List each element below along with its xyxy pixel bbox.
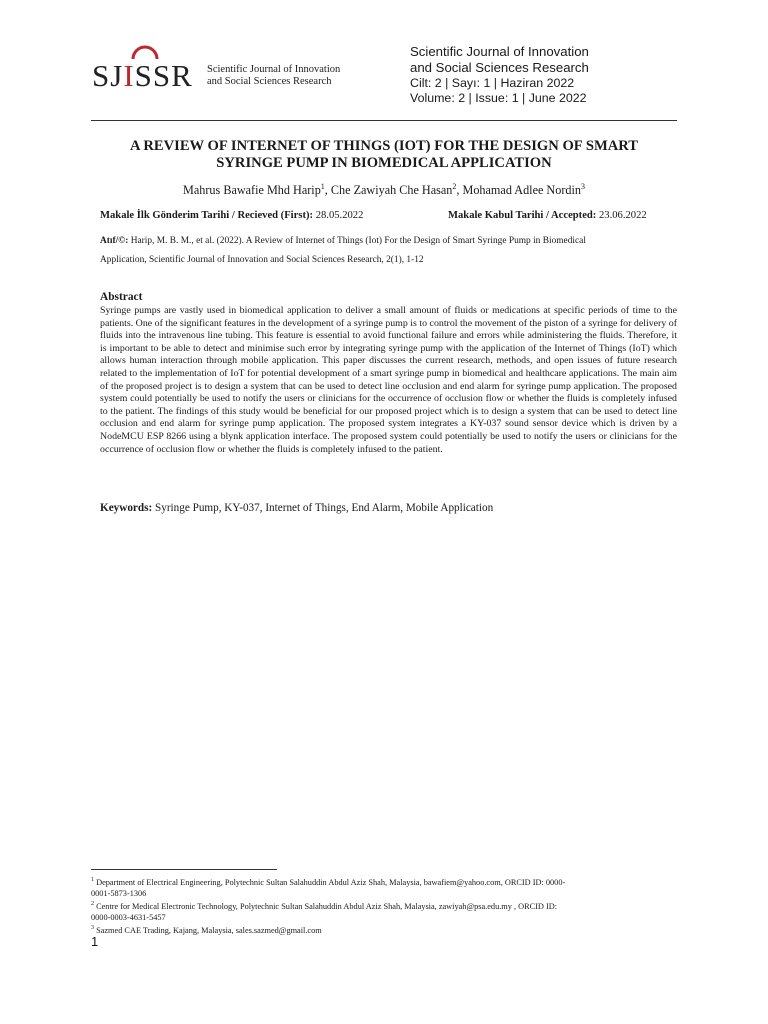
citation: Atıf/©: Harip, M. B. M., et al. (2022). A Review of Internet of Things (Iot) For the Design of Smart Syringe Pump in Biomedical Application, Scientific Journal of Innovation and Social Sciences Research, 2(1), 1-12 [100, 236, 586, 265]
paper-title: A REVIEW OF INTERNET OF THINGS (IOT) FOR THE DESIGN OF SMART SYRINGE PUMP IN BIOMEDICAL APPLICATION [129, 138, 639, 171]
abstract-text: Syringe pumps are vastly used in biomedical application to deliver a small amount of fluids or medications at specific periods of time to the patients. One of the significant features in the development of a syringe pump is to control the movement of the piston of a syringe for delivery of fluids into the intravenous line tubing. This feature is essential to avoid functional failure and errors while administering the fluids. Therefore, it is important to be able to detect and minimise such error by integrating syringe pump with the application of the Internet of Things (IoT) which allows human interaction through mobile application. This paper discusses the current research, methods, and open issues of future research related to the implementation of IoT for potential development of a smart syringe pump in biomedical and healthcare applications. The main aim of the proposed project is to design a system that can be used to detect line occlusion and end alarm for syringe pump application. The proposed system could potentially be used to notify the users or clinicians for the occurrence of occlusion flow or whether the fluids is completely infused to the patient. The findings of this study would be beneficial for our proposed project which is to design a system that can be used to detect line occlusion and end alarm for syringe pump application. The proposed system integrates a KY-037 sound sensor device which is driven by a NodeMCU ESP 8266 using a blynk application interface. The proposed system could potentially be used to notify the users or clinicians for the occurrence of occlusion flow or whether the fluids is completely infused to the patient. [100, 305, 677, 455]
journal-title-line2: and Social Sciences Research [410, 60, 589, 75]
author-mark: 1 [320, 182, 325, 191]
author-mark: 2 [452, 182, 457, 191]
footnote-3: $^3$ Sazmed CAE Trading, Kajang, Malaysia, sales.sazmed@gmail.com [91, 924, 322, 935]
author-name: Mahrus Bawafie Mhd Harip [183, 183, 321, 198]
journal-meta-tr: Cilt: 2 | Sayı: 1 | Haziran 2022 [410, 76, 575, 90]
author-name: Mohamad Adlee Nordin [462, 183, 581, 198]
abstract-heading: Abstract [100, 291, 143, 303]
journal-info [410, 44, 589, 106]
author-name: Che Zawiyah Che Hasan [330, 183, 453, 198]
footnote-1: $^1$ Department of Electrical Engineering, Polytechnic Sultan Salahuddin Abdul Aziz Shah, Malaysia, bawafiem@yahoo.com, ORCID ID: 0000- 0001-5873-1306 [91, 877, 566, 898]
logo-text: Scientific Journal of Innovation and Social Sciences Research [207, 64, 341, 87]
keywords: Keywords: Syringe Pump, KY-037, Internet of Things, End Alarm, Mobile Application [100, 502, 494, 514]
journal-logo [92, 44, 372, 94]
accepted-date: Makale Kabul Tarihi / Accepted: 23.06.2022 [448, 210, 647, 221]
footnotes [91, 875, 681, 935]
footnote-2: $^2$ Centre for Medical Electronic Technology, Polytechnic Sultan Salahuddin Abdul Aziz Shah, Malaysia, zawiyah@psa.edu.my , ORCID ID: 0000-0003-4631-5457 [91, 900, 558, 922]
header-divider [91, 120, 677, 121]
received-date: Makale İlk Gönderim Tarihi / Recieved (First): 28.05.2022 [100, 210, 364, 221]
logo-mark: SJISSR [92, 58, 193, 93]
author-list: Mahrus Bawafie Mhd Harip$^1$, Che Zawiyah Che Hasan$^2$, Mohamad Adlee Nordin$^3$ [183, 182, 585, 198]
footnote-divider [91, 869, 277, 870]
author-mark: 3 [580, 182, 585, 191]
journal-title-line1: Scientific Journal of Innovation [410, 44, 589, 59]
page-number: 1 [91, 934, 99, 949]
journal-meta-en: Volume: 2 | Issue: 1 | June 2022 [410, 91, 587, 105]
